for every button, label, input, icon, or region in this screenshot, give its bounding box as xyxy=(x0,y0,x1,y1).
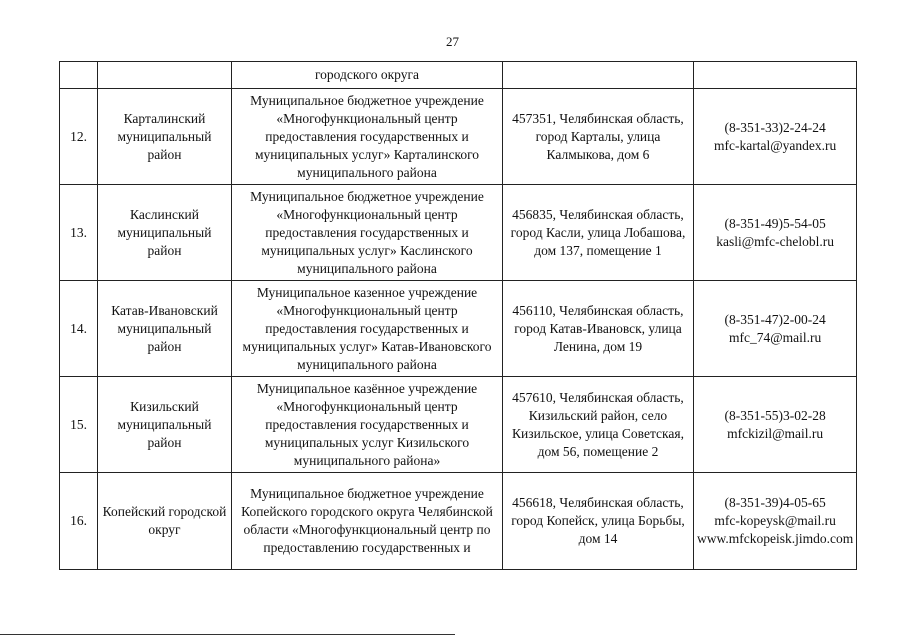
cell-address xyxy=(503,62,694,89)
page-number: 27 xyxy=(446,34,459,49)
cell-district xyxy=(98,62,232,89)
organization-name: Муниципальное казённое учреждение «Многофункциональный центр предоставления государственных и муниципальных услуг Кизильского муниципального района» xyxy=(232,377,503,473)
contacts xyxy=(694,281,857,377)
contacts xyxy=(694,89,857,185)
phone: (8-351-33)2-24-24 xyxy=(724,119,826,135)
row-number: 15. xyxy=(60,377,98,473)
row-number: 13. xyxy=(60,185,98,281)
email[interactable]: mfckizil@mail.ru xyxy=(727,425,824,441)
contacts xyxy=(694,377,857,473)
district-name: Кизильский муниципальный район xyxy=(98,377,232,473)
phone: (8-351-55)3-02-28 xyxy=(724,407,826,423)
mfc-registry-table xyxy=(59,61,857,570)
district-name: Каслинский муниципальный район xyxy=(98,185,232,281)
cell-num xyxy=(60,62,98,89)
address: 456110, Челябинская область, город Катав-Ивановск, улица Ленина, дом 19 xyxy=(503,281,694,377)
contacts xyxy=(694,185,857,281)
district-name: Копейский городской округ xyxy=(98,473,232,570)
phone: (8-351-39)4-05-65 xyxy=(724,495,826,510)
email[interactable]: mfc_74@mail.ru xyxy=(728,329,822,345)
row-number: 12. xyxy=(60,89,98,185)
organization-name: Муниципальное казенное учреждение «Многофункциональный центр предоставления государственных и муниципальных услуг» Катав-Ивановского муниципального района xyxy=(232,281,503,377)
address: 456618, Челябинская область, город Копейск, улица Борьбы, дом 14 xyxy=(503,473,694,570)
table-row-continuation xyxy=(60,62,857,89)
table-row xyxy=(60,377,857,473)
district-name: Карталинский муниципальный район xyxy=(98,89,232,185)
district-name: Катав-Ивановский муниципальный район xyxy=(98,281,232,377)
cell-contacts xyxy=(694,62,857,89)
table-row xyxy=(60,89,857,185)
email[interactable]: mfc-kopeysk@mail.ru xyxy=(714,513,836,528)
phone: (8-351-47)2-00-24 xyxy=(724,311,826,327)
address: 457351, Челябинская область, город Карталы, улица Калмыкова, дом 6 xyxy=(503,89,694,185)
table-row xyxy=(60,185,857,281)
address: 457610, Челябинская область, Кизильский район, село Кизильское, улица Советская, дом 56, помещение 2 xyxy=(503,377,694,473)
website-link[interactable]: www.mfckopeisk.jimdo.com xyxy=(697,531,854,546)
phone: (8-351-49)5-54-05 xyxy=(724,215,826,231)
table-row xyxy=(60,473,857,570)
footer-divider xyxy=(0,634,455,635)
organization-name: Муниципальное бюджетное учреждение «Многофункциональный центр предоставления государственных и муниципальных услуг» Каслинского муниципального района xyxy=(232,185,503,281)
cell-org-continued: городского округа xyxy=(232,62,503,89)
table-row xyxy=(60,281,857,377)
row-number: 16. xyxy=(60,473,98,570)
email[interactable]: kasli@mfc-chelobl.ru xyxy=(716,233,834,249)
organization-name: Муниципальное бюджетное учреждение «Многофункциональный центр предоставления государственных и муниципальных услуг» Карталинского муниципального района xyxy=(232,89,503,185)
organization-name: Муниципальное бюджетное учреждение Копейского городского округа Челябинской области «Многофункциональный центр по предоставлению государственных и xyxy=(232,473,503,570)
contacts xyxy=(694,473,857,570)
address: 456835, Челябинская область, город Касли, улица Лобашова, дом 137, помещение 1 xyxy=(503,185,694,281)
row-number: 14. xyxy=(60,281,98,377)
email[interactable]: mfc-kartal@yandex.ru xyxy=(713,137,837,153)
